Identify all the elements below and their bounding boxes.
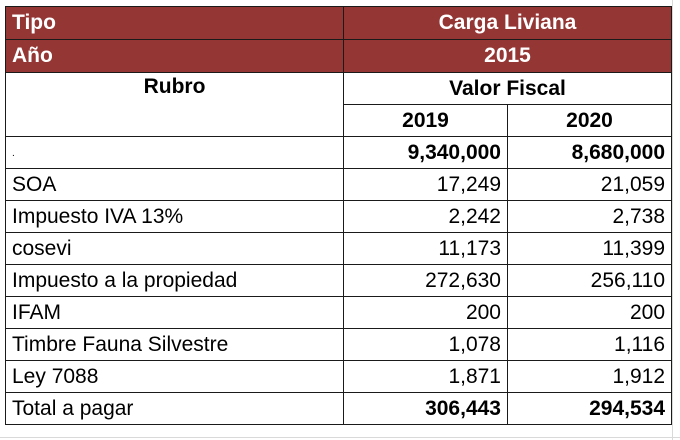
total-label-cell[interactable]: Total a pagar	[6, 393, 344, 425]
value-2020-cell[interactable]: 2,738	[508, 201, 672, 233]
value-2019-cell[interactable]: 2,242	[344, 201, 508, 233]
value-2019-cell[interactable]: 200	[344, 297, 508, 329]
valor-fiscal-row	[6, 137, 672, 169]
valor-2019-cell[interactable]: 9,340,000	[344, 137, 508, 169]
value-2019-cell[interactable]: 1,078	[344, 329, 508, 361]
anio-row	[6, 40, 672, 73]
total-2019-cell[interactable]: 306,443	[344, 393, 508, 425]
rubro-cell[interactable]: IFAM	[6, 297, 344, 329]
table-row	[6, 361, 672, 393]
year-2020-header-cell[interactable]: 2020	[508, 105, 672, 137]
table-row	[6, 233, 672, 265]
value-2019-cell[interactable]: 1,871	[344, 361, 508, 393]
sheet-gridline	[672, 0, 673, 440]
valor-marker-cell[interactable]	[6, 137, 344, 169]
sheet-gridline	[0, 437, 680, 438]
tipo-label-cell[interactable]: Tipo	[6, 7, 344, 40]
value-2020-cell[interactable]: 21,059	[508, 169, 672, 201]
year-2019-header-cell[interactable]: 2019	[344, 105, 508, 137]
total-row	[6, 393, 672, 425]
rubro-header-cell[interactable]: Rubro	[6, 73, 344, 137]
anio-label-cell[interactable]: Año	[6, 40, 344, 73]
rubro-cell[interactable]: Impuesto a la propiedad	[6, 265, 344, 297]
rubro-cell[interactable]: Ley 7088	[6, 361, 344, 393]
value-2020-cell[interactable]: 11,399	[508, 233, 672, 265]
value-2020-cell[interactable]: 256,110	[508, 265, 672, 297]
tipo-value-cell[interactable]: Carga Liviana	[344, 7, 672, 40]
table-row	[6, 169, 672, 201]
value-2020-cell[interactable]: 1,912	[508, 361, 672, 393]
column-header-row	[6, 73, 672, 105]
rubro-cell[interactable]: SOA	[6, 169, 344, 201]
table-row	[6, 265, 672, 297]
valor-fiscal-header-cell[interactable]: Valor Fiscal	[344, 73, 672, 105]
valor-2020-cell[interactable]: 8,680,000	[508, 137, 672, 169]
value-2020-cell[interactable]: 1,116	[508, 329, 672, 361]
table-row	[6, 297, 672, 329]
valor-marker: .	[12, 147, 15, 159]
tipo-row	[6, 7, 672, 40]
value-2020-cell[interactable]: 200	[508, 297, 672, 329]
value-2019-cell[interactable]: 272,630	[344, 265, 508, 297]
anio-value-cell[interactable]: 2015	[344, 40, 672, 73]
rubro-cell[interactable]: Timbre Fauna Silvestre	[6, 329, 344, 361]
value-2019-cell[interactable]: 17,249	[344, 169, 508, 201]
rubro-cell[interactable]: Impuesto IVA 13%	[6, 201, 344, 233]
table-row	[6, 329, 672, 361]
value-2019-cell[interactable]: 11,173	[344, 233, 508, 265]
tax-table	[5, 6, 672, 425]
rubro-cell[interactable]: cosevi	[6, 233, 344, 265]
table-row	[6, 201, 672, 233]
total-2020-cell[interactable]: 294,534	[508, 393, 672, 425]
